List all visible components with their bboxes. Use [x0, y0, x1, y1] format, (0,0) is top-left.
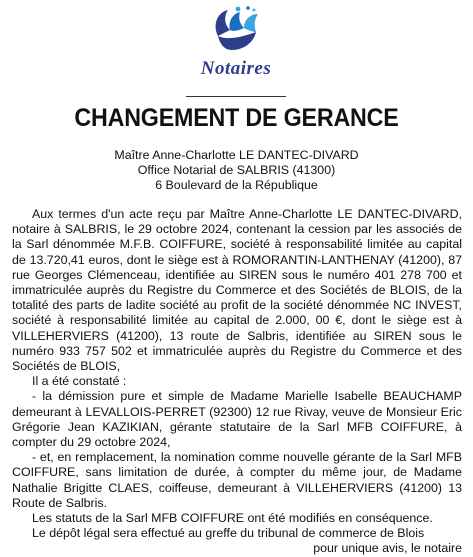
- paragraph-depot: Le dépôt légal sera effectué au greffe du tribunal de commerce de Blois: [32, 526, 425, 541]
- paragraph-nomination: - et, en remplacement, la nomination comme nouvelle gérante de la Sarl MFB COIFFURE, sans limitation de durée, à compter du même jour, de Madame Nathalie Brigitte CLAES, coiffeuse, demeurant à VILLEHERVIERS (41200) 13 Route de Salbris.: [12, 450, 462, 510]
- logo-brand-text: Notaires: [200, 58, 272, 79]
- notaires-emblem-icon: [208, 6, 264, 58]
- paragraph-constat: Il a été constaté :: [32, 374, 127, 389]
- notary-name: Maître Anne-Charlotte LE DANTEC-DIVARD: [114, 148, 359, 162]
- page-title: CHANGEMENT DE GERANCE: [74, 104, 399, 132]
- paragraph-demission: - la démission pure et simple de Madame Marielle Isabelle BEAUCHAMP demeurant à LEVALLOIS-PERRET (92300) 12 rue Rivay, veuve de Monsieur Eric Grégorie Jean KAZIKIAN, gérante statutaire de la Sarl MFB COIFFURE, à compter du 29 octobre 2024,: [12, 389, 462, 450]
- notaires-logo: [186, 6, 286, 86]
- notary-office-block: [0, 148, 473, 193]
- paragraph-statuts: Les statuts de la Sarl MFB COIFFURE ont été modifiés en conséquence.: [32, 511, 433, 526]
- notice-body: [12, 207, 462, 557]
- closing-signature: pour unique avis, le notaire: [313, 541, 462, 556]
- office-name: Office Notarial de SALBRIS (41300): [137, 163, 336, 177]
- office-address: 6 Boulevard de la République: [155, 178, 318, 192]
- title-divider: [186, 96, 286, 97]
- paragraph-acte: Aux termes d'un acte reçu par Maître Anne-Charlotte LE DANTEC-DIVARD, notaire à SALBRIS, le 29 octobre 2024, contenant la cession par les associés de la Sarl dénommée M.F.B. COIFFURE, société à responsabilité limitée au capital de 13.720,41 euros, dont le siège est à ROMORANTIN-LANTHENAY (41200), 87 rue Georges Clémenceau, identifiée au SIREN sous le numéro 401 278 700 et immatriculée auprès du Registre du Commerce et des Sociétés de BLOIS, de la totalité des parts de ladite société au profit de la société dénommée NC INVEST, société à responsabilité limitée au capital de 2.000, 00 €, dont le siège est à VILLEHERVIERS (41200), 13 route de Salbris, identifiée au SIREN sous le numéro 933 757 502 et immatriculée auprès du Registre du Commerce et des Sociétés de BLOIS,: [12, 207, 462, 374]
